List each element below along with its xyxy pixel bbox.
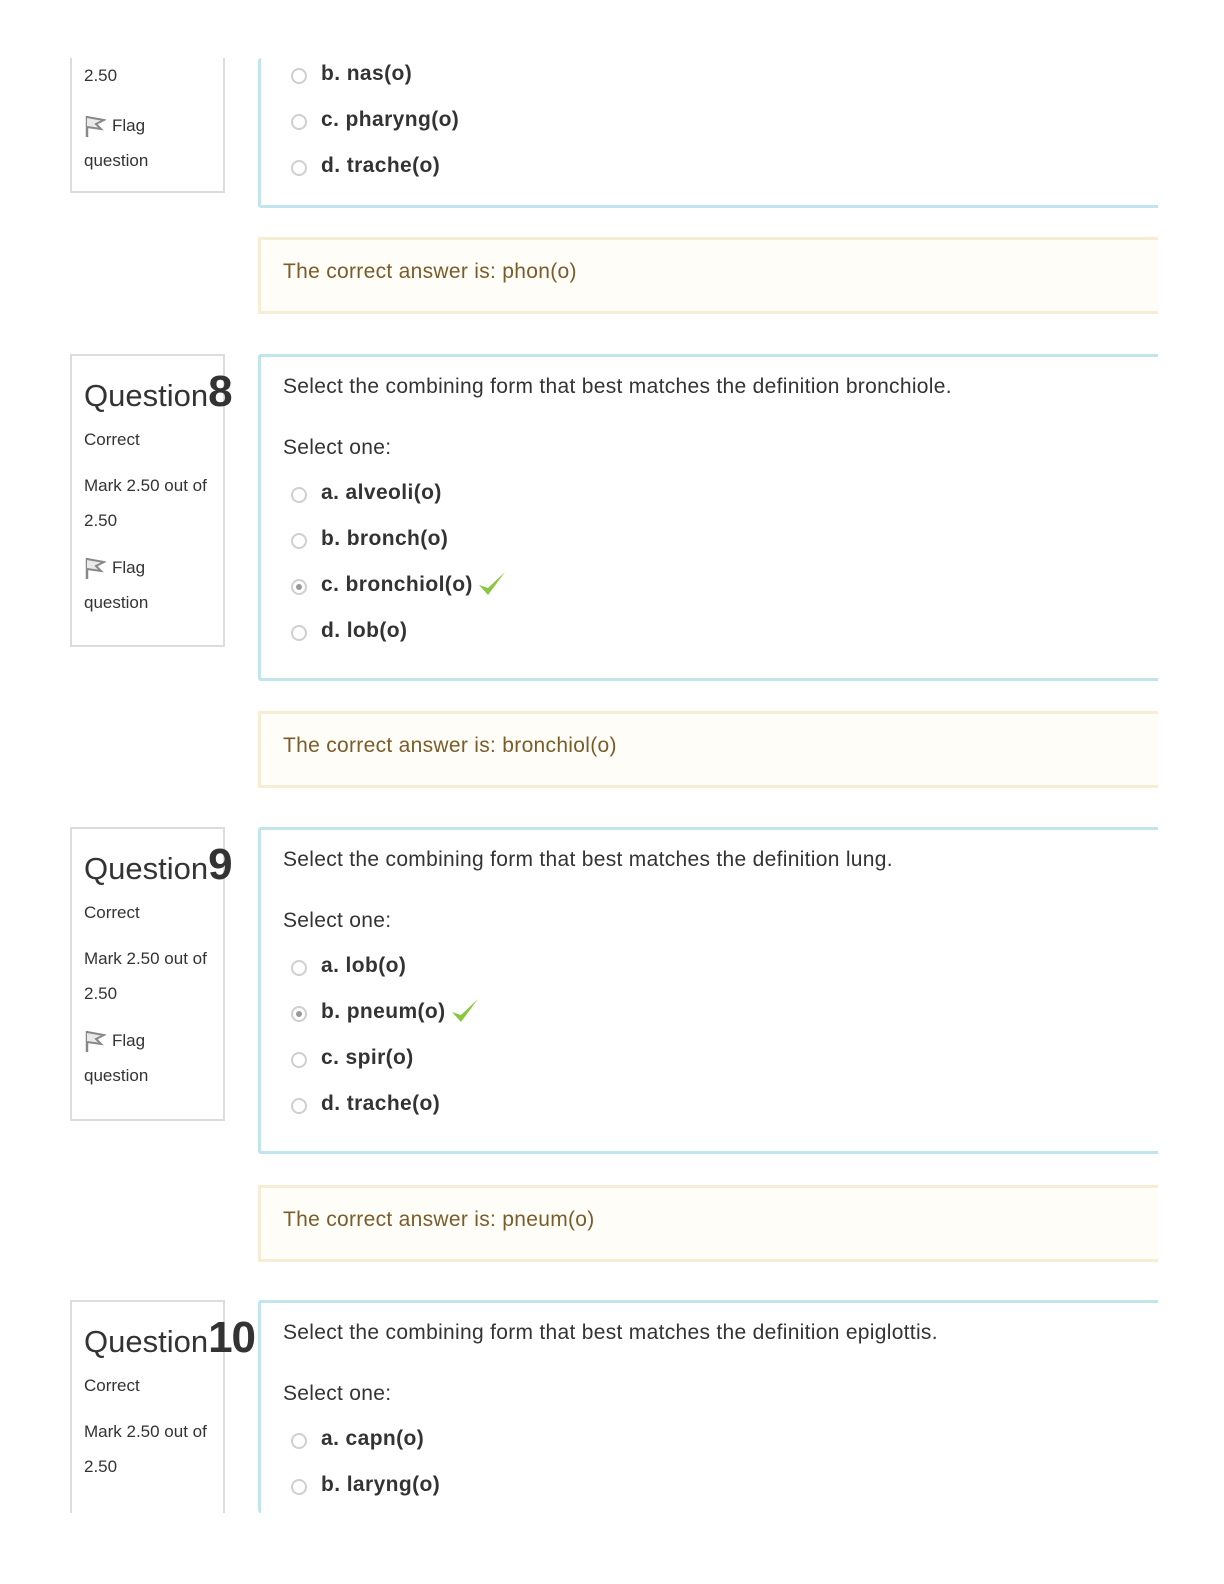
- question-num: 9: [208, 840, 232, 889]
- question-grade: [84, 941, 211, 1011]
- flag-icon: [84, 1029, 106, 1053]
- flag-label: Flag: [112, 558, 146, 577]
- question-num: 8: [208, 367, 232, 416]
- question-info-9: [70, 827, 232, 1121]
- grade-line-1: Mark 2.50 out of: [84, 1422, 207, 1441]
- radio-button[interactable]: [291, 533, 307, 549]
- question-label: Question: [84, 1324, 209, 1359]
- radio-button-checked[interactable]: [291, 1006, 307, 1022]
- flag-question-link[interactable]: [84, 108, 211, 178]
- flag-label-2: question: [84, 593, 149, 612]
- question-text: Select the combining form that best matches the definition epiglottis.: [283, 1321, 938, 1344]
- answer-option[interactable]: [291, 51, 1158, 97]
- option-label: c. spir(o): [321, 1046, 414, 1069]
- correct-answer-feedback: The correct answer is: pneum(o): [258, 1185, 1158, 1262]
- question-info-8: [70, 354, 232, 647]
- grade-line-2: 2.50: [84, 511, 118, 530]
- option-label: d. trache(o): [321, 154, 441, 177]
- option-label: a. lob(o): [321, 954, 407, 977]
- answer-options: [291, 470, 1158, 654]
- answer-option-selected[interactable]: [291, 562, 1158, 608]
- radio-button[interactable]: [291, 1052, 307, 1068]
- flag-label: Flag: [112, 116, 146, 135]
- answer-option[interactable]: [291, 1462, 1158, 1508]
- select-one-prompt: Select one:: [283, 436, 392, 459]
- radio-button[interactable]: [291, 487, 307, 503]
- answer-options: [291, 1416, 1158, 1508]
- question-number: [84, 367, 232, 416]
- option-label: c. pharyng(o): [321, 108, 460, 131]
- flag-icon: [84, 556, 106, 580]
- question-content-7: [258, 58, 1158, 208]
- flag-label-2: question: [84, 151, 149, 170]
- answer-option[interactable]: [291, 143, 1158, 189]
- option-label: b. pneum(o): [321, 1000, 446, 1023]
- option-label: b. nas(o): [321, 62, 413, 85]
- correct-answer-feedback: The correct answer is: phon(o): [258, 237, 1158, 314]
- grade-line-1: Mark 2.50 out of: [84, 476, 207, 495]
- answer-option[interactable]: [291, 1035, 1158, 1081]
- answer-option[interactable]: [291, 97, 1158, 143]
- question-info-7: [70, 58, 225, 193]
- check-icon: [477, 569, 507, 597]
- radio-button[interactable]: [291, 1098, 307, 1114]
- select-one-prompt: Select one:: [283, 1382, 392, 1405]
- correct-answer-feedback: The correct answer is: bronchiol(o): [258, 711, 1158, 788]
- question-text: Select the combining form that best matches the definition lung.: [283, 848, 893, 871]
- option-label: a. capn(o): [321, 1427, 425, 1450]
- question-num: 10: [208, 1313, 256, 1362]
- option-label: b. laryng(o): [321, 1473, 441, 1496]
- flag-label: Flag: [112, 1031, 146, 1050]
- question-text: Select the combining form that best matches the definition bronchiole.: [283, 375, 952, 398]
- radio-button-checked[interactable]: [291, 579, 307, 595]
- question-number: [84, 840, 232, 889]
- radio-button[interactable]: [291, 68, 307, 84]
- question-info-10: [70, 1300, 256, 1513]
- option-label: b. bronch(o): [321, 527, 449, 550]
- answer-option[interactable]: [291, 608, 1158, 654]
- grade-line-2: 2.50: [84, 984, 118, 1003]
- flag-question-link[interactable]: [84, 1023, 211, 1093]
- answer-options: [291, 51, 1158, 189]
- radio-button[interactable]: [291, 1479, 307, 1495]
- radio-button[interactable]: [291, 114, 307, 130]
- question-label: Question: [84, 851, 209, 886]
- question-state: Correct: [84, 430, 140, 449]
- radio-button[interactable]: [291, 625, 307, 641]
- check-icon: [450, 996, 480, 1024]
- question-label: Question: [84, 378, 209, 413]
- question-grade: [84, 1414, 211, 1484]
- option-label: d. lob(o): [321, 619, 408, 642]
- radio-button[interactable]: [291, 1433, 307, 1449]
- question-state: Correct: [84, 903, 140, 922]
- answer-option[interactable]: [291, 1081, 1158, 1127]
- grade-value: 2.50: [84, 66, 118, 85]
- option-label: a. alveoli(o): [321, 481, 442, 504]
- option-label: d. trache(o): [321, 1092, 441, 1115]
- answer-option[interactable]: [291, 516, 1158, 562]
- select-one-prompt: Select one:: [283, 909, 392, 932]
- flag-icon: [84, 114, 106, 138]
- answer-option[interactable]: [291, 943, 1158, 989]
- answer-option[interactable]: [291, 470, 1158, 516]
- radio-button[interactable]: [291, 160, 307, 176]
- option-label: c. bronchiol(o): [321, 573, 473, 596]
- answer-option-selected[interactable]: [291, 989, 1158, 1035]
- question-number: [84, 1313, 256, 1362]
- flag-label-2: question: [84, 1066, 149, 1085]
- question-content-8: [258, 354, 1158, 681]
- question-content-10: [258, 1300, 1158, 1513]
- question-state: Correct: [84, 1376, 140, 1395]
- question-content-9: [258, 827, 1158, 1154]
- answer-options: [291, 943, 1158, 1127]
- radio-button[interactable]: [291, 960, 307, 976]
- grade-line-2: 2.50: [84, 1457, 118, 1476]
- answer-option[interactable]: [291, 1416, 1158, 1462]
- grade-line-1: Mark 2.50 out of: [84, 949, 207, 968]
- question-grade: [84, 468, 211, 538]
- flag-question-link[interactable]: [84, 550, 211, 620]
